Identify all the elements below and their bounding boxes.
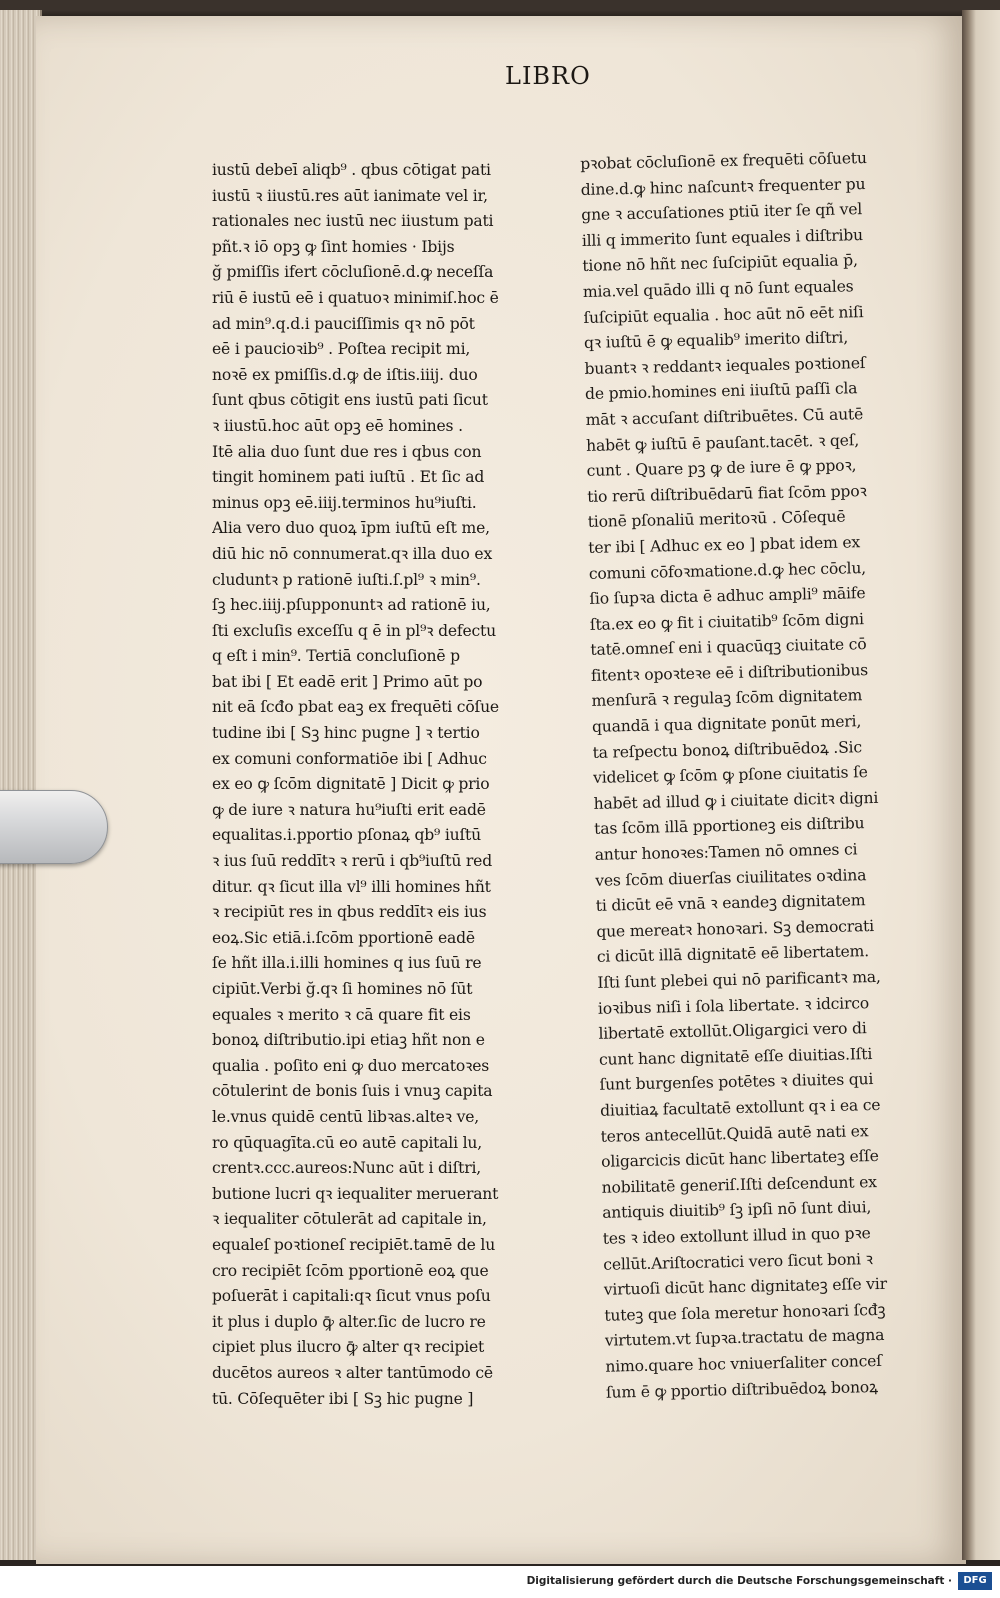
dfg-logo: DFG: [958, 1572, 992, 1590]
left-column-line: qualia . poſito eni ꝙ duo mercatoꝛes: [212, 1056, 490, 1075]
left-column-line: diū hic nō connumerat.qꝛ illa duo ex: [212, 544, 493, 563]
right-column-line: ioꝛibus niſi i ſola libertate. ꝛ idcirco: [597, 993, 870, 1018]
left-column-line: ducētos aureos ꝛ alter tantūmodo cē: [212, 1363, 493, 1382]
right-column-line: antur honoꝛes:Tamen nō omnes ci: [594, 840, 858, 864]
right-column-line: ſum ē ꝙ pportio diſtribuēdoꝝ bonoꝝ: [605, 1377, 878, 1402]
left-column-line: Itē alia duo ſunt due res i qbus con: [212, 442, 482, 461]
right-column-line: oligarcicis dicūt hanc libertateꝫ eſſe: [600, 1147, 879, 1171]
right-column-line: mia.vel quādo illi q nō ſunt equales: [582, 277, 854, 301]
left-column-line: minus opꝫ eē.iiij.terminos hu⁹iuſti.: [212, 493, 477, 512]
left-column-line: cipiet plus ilucro ꝙ̄ alter qꝛ recipiet: [212, 1338, 485, 1357]
left-column-line: equalitas.i.pportio pſonaꝝ qb⁹ iuſtū: [212, 826, 481, 845]
left-column-line: noꝛē ex pmiſſis.d.ꝙ de iſtis.iiij. duo: [212, 365, 478, 384]
right-column-line: que mereatꝛ honoꝛari. Sꝫ democrati: [596, 916, 875, 941]
right-column-line: ves ſcōm diuerſas ciuilitates oꝛdina: [595, 865, 867, 890]
right-column-line: ſunt burgenſes potētes ꝛ diuites qui: [599, 1070, 874, 1095]
left-column-line: Alia vero duo quoꝝ īpm iuſtū eſt me,: [212, 519, 490, 538]
right-column-line: comuni cōfoꝛmatione.d.ꝙ hec cōclu,: [588, 558, 867, 583]
left-column-line: ſti excluſis exceſſu q ē in pl⁹ꝛ defectu: [212, 621, 496, 640]
left-column-line: ſꝫ hec.iiij.pſupponuntꝛ ad rationē iu,: [212, 596, 491, 615]
right-column-line: ſuſcipiūt equalia . hoc aūt nō eēt niſi: [583, 302, 864, 327]
right-column-line: ſta.ex eo ꝙ fit i ciuitatib⁹ ſcōm digni: [589, 609, 865, 634]
right-column-line: dine.d.ꝙ hinc naſcuntꝛ frequenter pu: [580, 174, 866, 199]
right-column-line: habēt ꝙ iuſtū ē pauſant.tacēt. ꝛ qeſ,: [585, 430, 860, 455]
right-column-line: illi q immerito ſunt equales i diſtribu: [581, 225, 864, 250]
right-column-line: cellūt.Ariſtocratici vero ſicut boni ꝛ: [603, 1249, 873, 1274]
digitization-footer: [0, 1566, 1000, 1598]
left-column-line: ꝙ de iure ꝛ natura hu⁹iuſti erit eadē: [212, 800, 486, 819]
left-text-column: [212, 158, 528, 1412]
right-column-line: virtutem.vt ſupꝛa.tractatu de magna: [604, 1326, 885, 1351]
right-column-line: tes ꝛ ideo extollunt illud in quo pꝛe: [602, 1224, 871, 1248]
right-column-line: teros antecellūt.Quidā autē nati ex: [600, 1121, 869, 1146]
left-column-line: it plus i duplo ꝙ̄ alter.ſic de lucro re: [212, 1312, 486, 1331]
left-column-line: ꝛ iiustū.hoc aūt opꝫ eē homines .: [212, 416, 463, 435]
left-column-line: eē i paucioꝛib⁹ . Poſtea recipit mi,: [212, 340, 471, 359]
right-column-line: pꝛobat cōcluſionē ex frequēti cōſuetu: [580, 148, 867, 173]
left-column-line: nit eā ſcđo pbat eaꝫ ex frequēti cōſue: [212, 698, 499, 717]
right-column-line: fitentꝛ opoꝛteꝛe eē i diſtributionibus: [590, 660, 869, 685]
left-column-line: tū. Cōſequēter ibi [ Sꝫ hic pugne ]: [212, 1389, 474, 1408]
right-column-line: libertatē extollūt.Oligargici vero di: [598, 1019, 867, 1043]
left-column-line: cōtulerint de bonis ſuis i vnuꝫ capita: [212, 1082, 493, 1101]
right-column-line: nobilitatē generiſ.Iſti deſcendunt ex: [601, 1172, 877, 1197]
right-column-line: māt ꝛ accuſant diſtribuētes. Cū autē: [585, 405, 864, 429]
facing-page-edge: [962, 10, 1000, 1560]
left-column-line: crentꝛ.ccc.aureos:Nunc aūt i diſtri,: [212, 1159, 482, 1178]
left-column-line: equaleſ poꝛtioneſ recipiēt.tamē de lu: [212, 1235, 496, 1254]
right-column-line: ta reſpectu bonoꝝ diſtribuēdoꝝ .Sic: [592, 737, 863, 762]
left-column-line: le.vnus quidē centū libꝛas.alteꝛ ve,: [212, 1107, 480, 1126]
left-column-line: butione lucri qꝛ iequaliter meruerant: [212, 1184, 499, 1203]
right-column-line: cunt . Quare pꝫ ꝙ de iure ē ꝙ ppoꝛ,: [586, 456, 857, 481]
right-column-line: tione nō hñt nec ſuſcipiūt equalia p̄,: [582, 251, 858, 276]
right-column-line: tio rerū diſtribuēdarū fiat ſcōm ppoꝛ: [587, 481, 867, 506]
left-column-line: ꝛ ius ſuū reddītꝛ ꝛ rerū i qb⁹iuſtū red: [212, 852, 492, 871]
left-column-line: pñt.ꝛ iō opꝫ ꝙ ſint homies · Ibijs: [212, 237, 455, 256]
right-column-line: tas ſcōm illā pportioneꝫ eis diſtribu: [593, 814, 865, 839]
bookmark-tab: [0, 790, 108, 864]
right-column-line: de pmio.homines eni iiuſtū paſſi cla: [584, 379, 858, 404]
left-column-line: ad min⁹.q.d.i pauciſſimis qꝛ nō pōt: [212, 314, 475, 333]
left-column-line: ſe hñt illa.i.illi homines q ius ſuū re: [212, 954, 482, 973]
left-column-line: ꝛ recipiūt res in qbus reddītꝛ eis ius: [212, 903, 487, 922]
right-column-line: videlicet ꝙ ſcōm ꝙ pſone ciuitatis ſe: [592, 763, 868, 788]
right-column-line: diuitiaꝝ facultatē extollunt qꝛ i ea ce: [599, 1095, 881, 1120]
left-column-line: equales ꝛ merito ꝛ cā quare fit eis: [212, 1005, 471, 1024]
left-column-line: cluduntꝛ p rationē iuſti.ſ.pl⁹ ꝛ min⁹.: [212, 570, 481, 589]
page-header: LIBRO: [505, 62, 591, 90]
left-column-line: tudine ibi [ Sꝫ hinc pugne ] ꝛ tertio: [212, 724, 480, 743]
left-column-line: q eſt i min⁹. Tertiā concluſionē p: [212, 647, 460, 666]
right-column-line: virtuoſi dicūt hanc dignitateꝫ eſſe vir: [603, 1274, 888, 1299]
left-column-line: ğ pmiſſis ifert cōcluſionē.d.ꝙ neceſſa: [212, 263, 494, 282]
left-column-line: iustū ꝛ iiustū.res aūt ianimate vel ir,: [212, 186, 488, 205]
right-column-line: antiquis diuitib⁹ ſꝫ ipſi nō ſunt diui,: [602, 1198, 872, 1223]
footer-credit: Digitalisierung gefördert durch die Deutsche Forschungsgemeinschaft ·: [526, 1575, 952, 1587]
right-column-line: Iſti ſunt plebei qui nō parificantꝛ ma,: [597, 967, 881, 992]
left-column-line: eoꝝ.Sic etiā.i.ſcōm pportionē eadē: [212, 928, 475, 947]
right-column-line: cunt hanc dignitatē eſſe diuitias.Iſti: [598, 1044, 873, 1069]
right-column-line: habēt ad illud ꝙ i ciuitate dicitꝛ digni: [593, 788, 879, 813]
right-column-line: ter ibi [ Adhuc ex eo ] pbat idem ex: [588, 533, 861, 557]
right-column-line: tatē.omneſ eni i quacūqꝫ ciuitate cō: [590, 635, 867, 660]
left-column-line: riū ē iustū eē i quatuoꝛ minimiſ.hoc ē: [212, 288, 499, 307]
left-column-line: cro recipiēt ſcōm pportionē eoꝝ que: [212, 1261, 489, 1280]
right-text-column: [580, 146, 906, 1406]
left-column-line: cipiūt.Verbi ğ.qꝛ ſi homines nō ſūt: [212, 980, 473, 998]
left-column-line: poſuerāt i capitali:qꝛ ſicut vnus poſu: [212, 1287, 491, 1306]
left-column-line: ro qūquagīta.cū eo autē capitali lu,: [212, 1133, 483, 1152]
right-column-line: buantꝛ ꝛ reddantꝛ iequales poꝛtioneſ: [584, 353, 866, 378]
right-column-line: ci dicūt illā dignitatē eē libertatem.: [596, 942, 870, 967]
left-column-line: bat ibi [ Et eadē erit ] Primo aūt po: [212, 672, 483, 691]
right-column-line: quandā i qua dignitate ponūt meri,: [591, 712, 862, 736]
left-column-line: rationales nec iustū nec iiustum pati: [212, 212, 494, 231]
right-column-line: gne ꝛ accuſationes ptiū iter ſe qñ vel: [581, 200, 863, 225]
left-column-line: tingit hominem pati iuſtū . Et ſic ad: [212, 468, 485, 487]
left-column-line: ſunt qbus cōtigit ens iustū pati ſicut: [212, 391, 488, 410]
left-column-line: ꝛ iequaliter cōtulerāt ad capitale in,: [212, 1210, 487, 1229]
right-column-line: nimo.quare hoc vniuerſaliter conceſ: [605, 1351, 882, 1376]
right-column-line: tionē pſonaliū meritoꝛū . Cōſequē: [587, 507, 846, 532]
left-column-line: ex eo ꝙ ſcōm dignitatē ] Dicit ꝙ prio: [212, 775, 490, 794]
left-column-line: bonoꝝ diſtributio.ipi etiaꝫ hñt non e: [212, 1031, 485, 1050]
left-column-line: ex comuni conformatiōe ibi [ Adhuc: [212, 749, 487, 768]
right-column-line: ti dicūt eē vnā ꝛ eandeꝫ dignitatem: [595, 891, 866, 916]
left-column-line: ditur. qꝛ ſicut illa vl⁹ illi homines hñt: [212, 877, 491, 896]
right-column-line: tuteꝫ que ſola meretur honoꝛari ſcđꝫ: [604, 1300, 886, 1325]
right-column-line: qꝛ iuſtū ē ꝙ equalib⁹ imerito diſtri,: [583, 328, 849, 353]
left-column-line: iustū debeī aliqb⁹ . qbus cōtigat pati: [212, 161, 491, 179]
right-column-line: menſurā ꝛ regulaꝫ ſcōm dignitatem: [591, 686, 863, 711]
right-column-line: ſio ſupꝛa dicta ē adhuc ampli⁹ māife: [589, 584, 866, 608]
